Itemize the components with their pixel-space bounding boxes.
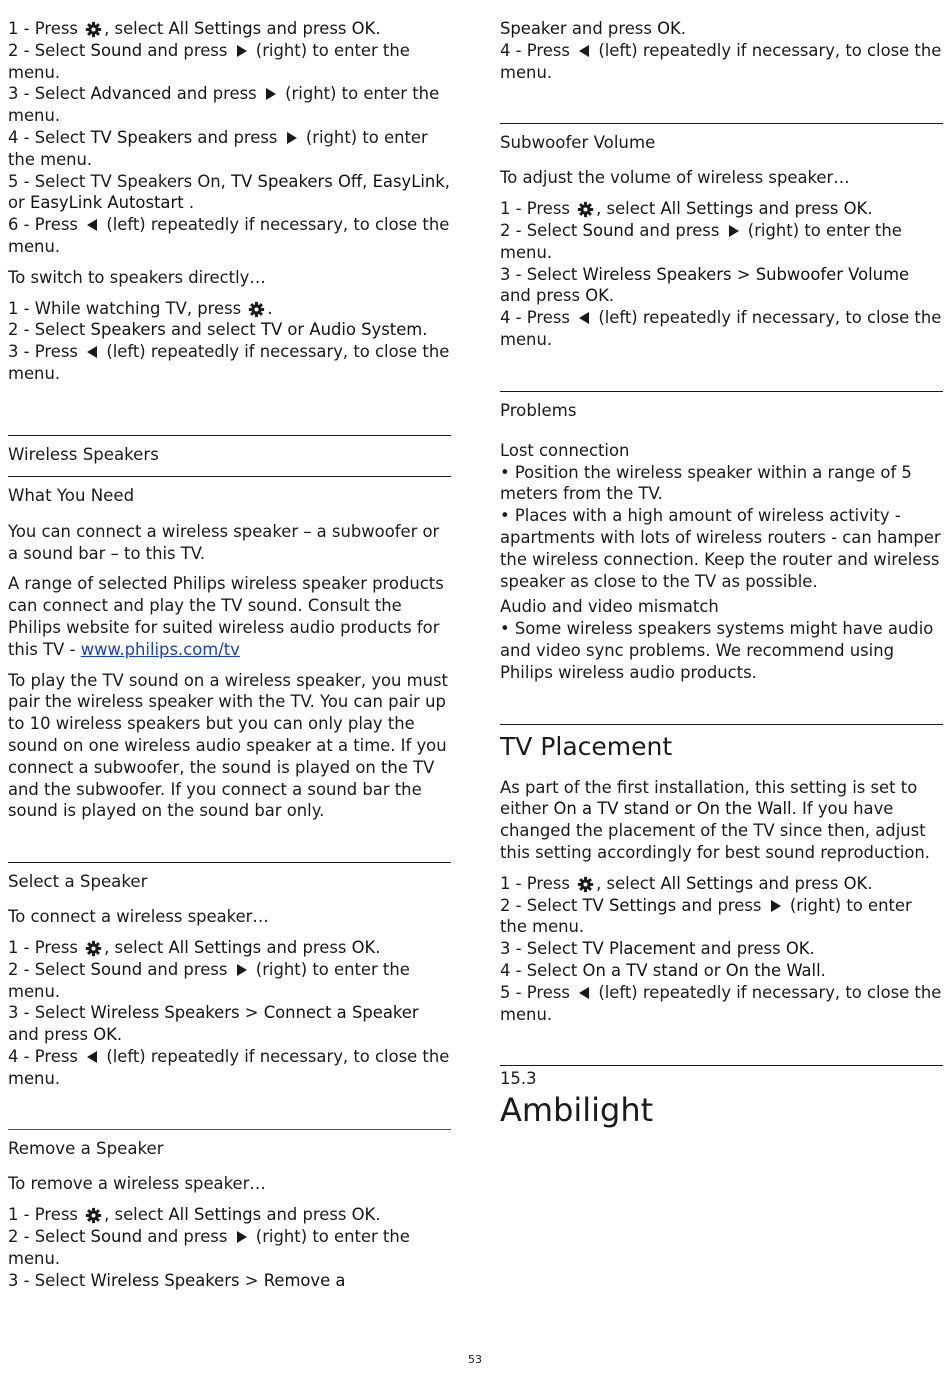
- step-text: (left) repeatedly if necessary, to close the menu.: [500, 982, 942, 1024]
- menu-term: OK: [843, 873, 868, 893]
- step-text: 4 - Select: [8, 127, 91, 147]
- step-text: .: [680, 19, 686, 38]
- step-text: 1 - Press: [500, 873, 576, 893]
- arrow-left-icon: [578, 45, 590, 57]
- menu-term: OK: [657, 19, 681, 38]
- step-text: and press: [171, 84, 262, 104]
- step-item: [500, 895, 943, 939]
- step-item: [8, 40, 451, 84]
- step-text: and press: [261, 937, 352, 957]
- step-text: (left) repeatedly if necessary, to close the menu.: [8, 342, 450, 383]
- menu-term: On the Wall: [725, 960, 821, 980]
- settings-gear-icon: [85, 21, 102, 38]
- placement-paragraph: [500, 777, 943, 864]
- step-text: 1 - Press: [8, 1205, 84, 1225]
- arrow-right-icon: [236, 964, 248, 976]
- step-text: and press: [192, 127, 283, 147]
- philips-website-link[interactable]: www.philips.com/tv: [80, 639, 240, 659]
- step-text: 6 - Press: [8, 215, 84, 235]
- menu-term: Audio System: [309, 320, 423, 340]
- menu-term: All Settings: [660, 199, 754, 219]
- step-text: 2 - Select: [8, 40, 91, 60]
- subsection-title: What You Need: [8, 485, 135, 505]
- select-step-list: [8, 937, 451, 1090]
- settings-gear-icon: [577, 201, 594, 218]
- step-text: .: [375, 19, 381, 38]
- step-text: 2 - Select: [8, 320, 91, 340]
- menu-term: On a TV stand: [582, 960, 699, 980]
- step-item: [500, 18, 943, 40]
- step-text: .: [267, 298, 273, 318]
- step-text: >: [239, 1270, 264, 1290]
- step-text: , select: [104, 19, 169, 38]
- step-text: and press: [500, 286, 586, 306]
- menu-term: OK: [351, 1205, 376, 1225]
- what-you-need-section: [8, 476, 451, 507]
- step-text: and press: [142, 40, 233, 60]
- step-text: 2 - Select: [8, 1227, 91, 1247]
- step-item: [8, 937, 451, 959]
- step-text: (right) to enter the menu.: [8, 84, 440, 126]
- section-intro: To connect a wireless speaker…: [8, 907, 269, 927]
- paragraph-text: A range of selected Philips wireless speaker products can connect and play the TV sound. Consult the Philips website for suited wireless audio products for this TV -: [8, 574, 444, 659]
- tv-placement-section: [500, 724, 943, 763]
- arrow-right-icon: [236, 1231, 248, 1243]
- step-text: and press: [261, 1205, 352, 1225]
- step-item: [500, 873, 943, 895]
- section-title: Wireless Speakers: [8, 444, 159, 464]
- step-item: [8, 341, 451, 385]
- section-intro: To remove a wireless speaker…: [8, 1174, 266, 1194]
- arrow-left-icon: [86, 1051, 98, 1063]
- step-item: [500, 777, 943, 864]
- menu-term: OK: [351, 19, 376, 38]
- step-text: 3 - Select: [8, 1270, 91, 1290]
- step-item: [8, 959, 451, 1003]
- menu-term: Remove a: [263, 1270, 346, 1290]
- step-text: .: [375, 1205, 381, 1225]
- step-text: or: [282, 320, 310, 340]
- continued-step-list: [500, 18, 943, 83]
- step-text: 2 - Select: [500, 895, 583, 915]
- section-title: Subwoofer Volume: [500, 133, 656, 153]
- step-text: (left) repeatedly if necessary, to close the menu.: [500, 308, 942, 349]
- paragraph-with-link: [8, 573, 451, 660]
- menu-term: All Settings: [168, 937, 262, 957]
- arrow-left-icon: [578, 312, 590, 324]
- step-text: , select: [104, 937, 169, 957]
- step-text: As part of the first installation, this setting is set to either: [500, 777, 918, 819]
- menu-term: Sound: [90, 40, 143, 60]
- menu-term: EasyLink Autostart: [29, 193, 184, 213]
- section-title: Problems: [500, 400, 577, 420]
- step-text: and press: [142, 959, 233, 979]
- chapter-heading: [500, 1065, 943, 1130]
- step-text: or: [698, 960, 726, 980]
- step-item: [500, 264, 943, 308]
- menu-term: OK: [351, 937, 376, 957]
- step-text: 1 - While watching TV, press: [8, 298, 247, 318]
- menu-term: All Settings: [168, 1205, 262, 1225]
- step-item: [8, 18, 451, 40]
- menu-term: EasyLink: [372, 171, 445, 191]
- menu-term: Sound: [90, 1227, 143, 1247]
- placement-step-list: [500, 873, 943, 1026]
- step-text: (right) to enter the menu.: [8, 127, 428, 169]
- step-text: 3 - Select: [500, 264, 583, 284]
- arrow-left-icon: [86, 219, 98, 231]
- menu-term: On a TV stand: [553, 799, 670, 819]
- left-column: [8, 18, 451, 1291]
- bullet-item: • Some wireless speakers systems might have audio and video sync problems. We recommend using Philips wireless audio products.: [500, 619, 934, 682]
- step-item: [8, 83, 451, 127]
- paragraph: To play the TV sound on a wireless speaker, you must pair the wireless speaker with the TV. You can pair up to 10 wireless speakers but you can only play the sound on one wireless audio speaker at a time. If you connect a subwoofer, the sound is played on the TV and the subwoofer. If you connect a sound bar the sound is played on the sound bar only.: [8, 670, 448, 821]
- chapter-title: Ambilight: [500, 1091, 654, 1130]
- menu-term: All Settings: [660, 873, 754, 893]
- step-text: .: [422, 320, 428, 340]
- remove-step-list: [8, 1204, 451, 1291]
- step-text: 1 - Press: [8, 937, 84, 957]
- menu-term: Wireless Speakers: [582, 264, 732, 284]
- step-text: (right) to enter the menu.: [8, 959, 410, 1001]
- select-speaker-section: [8, 862, 451, 893]
- step-text: (right) to enter the menu.: [8, 1227, 410, 1268]
- subwoofer-step-list: [500, 198, 943, 351]
- step-text: and press: [753, 199, 844, 219]
- step-text: .: [867, 199, 873, 219]
- step-text: and press: [695, 939, 786, 959]
- step-item: [500, 982, 943, 1026]
- step-text: .: [375, 937, 381, 957]
- step-text: .: [809, 939, 815, 959]
- step-item: [8, 171, 451, 215]
- switch-intro: To switch to speakers directly…: [8, 267, 266, 287]
- step-text: and press: [566, 19, 658, 38]
- step-text: .: [867, 873, 873, 893]
- step-item: [8, 1270, 451, 1292]
- menu-term: Subwoofer Volume: [755, 264, 910, 284]
- step-text: >: [731, 264, 756, 284]
- settings-gear-icon: [85, 1207, 102, 1224]
- settings-gear-icon: [85, 940, 102, 957]
- step-text: 3 - Select: [8, 1003, 91, 1023]
- step-text: 4 - Select: [500, 960, 583, 980]
- step-text: 4 - Press: [500, 40, 576, 60]
- step-item: [8, 1046, 451, 1090]
- menu-term: Connect a Speaker: [263, 1003, 419, 1023]
- menu-term: TV: [260, 320, 283, 340]
- step-text: or: [669, 799, 697, 819]
- section-title: Remove a Speaker: [8, 1139, 164, 1159]
- arrow-right-icon: [286, 132, 298, 144]
- section-intro: To adjust the volume of wireless speaker…: [500, 168, 850, 188]
- step-text: ,: [362, 171, 373, 191]
- step-text: (right) to enter the menu.: [8, 40, 410, 82]
- step-text: , select: [104, 1205, 169, 1225]
- step-text: 3 - Select: [8, 84, 91, 104]
- menu-term: Sound: [582, 220, 635, 240]
- step-text: .: [183, 193, 195, 213]
- step-text: , select: [596, 199, 661, 219]
- step-text: 4 - Press: [500, 308, 576, 328]
- menu-term: All Settings: [168, 19, 262, 38]
- step-text: (left) repeatedly if necessary, to close the menu.: [8, 1046, 450, 1088]
- bullet-item: • Position the wireless speaker within a range of 5 meters from the TV.: [500, 462, 912, 504]
- step-item: [8, 298, 451, 320]
- switch-step-list: [8, 298, 451, 385]
- page-number: 53: [468, 1353, 482, 1366]
- arrow-left-icon: [86, 346, 98, 358]
- step-item: [8, 1226, 451, 1270]
- step-item: [8, 214, 451, 258]
- step-text: 5 - Press: [500, 982, 576, 1002]
- step-text: .: [820, 960, 826, 980]
- menu-term: On the Wall: [696, 799, 792, 819]
- step-text: , select: [596, 873, 661, 893]
- step-text: 3 - Press: [8, 342, 84, 362]
- step-text: .: [116, 1025, 123, 1045]
- step-item: [8, 1002, 451, 1046]
- arrow-right-icon: [770, 900, 782, 912]
- menu-term: OK: [585, 286, 609, 306]
- step-text: (left) repeatedly if necessary, to close the menu.: [500, 40, 942, 82]
- menu-term: TV Placement: [582, 939, 696, 959]
- chapter-number: 15.3: [500, 1069, 537, 1089]
- menu-term: OK: [843, 199, 868, 219]
- step-text: .: [608, 286, 615, 306]
- step-text: 5 - Select TV Speakers On,: [8, 171, 232, 191]
- remove-speaker-section: [8, 1129, 451, 1160]
- menu-term: Sound: [90, 959, 143, 979]
- bullet-item: • Places with a high amount of wireless activity - apartments with lots of wireless routers - can hamper the wireless connection. Keep the router and wireless speaker as close to the TV as possible.: [500, 506, 941, 591]
- step-text: and press: [261, 19, 352, 38]
- arrow-right-icon: [236, 45, 248, 57]
- step-text: >: [239, 1003, 264, 1023]
- menu-term: OK: [785, 939, 810, 959]
- step-item: [500, 220, 943, 264]
- speaker-steps: [8, 18, 451, 258]
- menu-term: TV Settings: [582, 895, 677, 915]
- step-text: (right) to enter the menu.: [500, 895, 912, 937]
- step-text: and press: [142, 1227, 233, 1247]
- arrow-right-icon: [728, 225, 740, 237]
- menu-term: Wireless Speakers: [90, 1270, 240, 1290]
- menu-term: Advanced: [90, 84, 172, 104]
- wireless-speakers-section: [8, 435, 451, 466]
- settings-gear-icon: [248, 301, 265, 318]
- step-item: [8, 319, 451, 341]
- step-text: 3 - Select: [500, 939, 583, 959]
- subsection-title: Lost connection: [500, 440, 630, 460]
- step-text: and select: [165, 320, 261, 340]
- menu-term: TV Speakers: [90, 127, 193, 147]
- subsection-title: Audio and video mismatch: [500, 597, 719, 617]
- step-item: [500, 938, 943, 960]
- step-text: and press: [8, 1025, 94, 1045]
- step-list: [8, 18, 451, 258]
- menu-term: Speakers: [90, 320, 166, 340]
- settings-gear-icon: [577, 876, 594, 893]
- menu-term: Wireless Speakers: [90, 1003, 240, 1023]
- section-title: TV Placement: [500, 731, 673, 761]
- step-text: 1 - Press: [500, 199, 576, 219]
- subwoofer-volume-section: [500, 123, 943, 154]
- problems-section: [500, 391, 943, 422]
- section-title: Select a Speaker: [8, 872, 148, 892]
- paragraph: You can connect a wireless speaker – a subwoofer or a sound bar – to this TV.: [8, 521, 440, 563]
- step-text: and press: [753, 873, 844, 893]
- right-column: [500, 18, 943, 1130]
- step-item: [500, 198, 943, 220]
- step-item: [8, 1204, 451, 1226]
- menu-term: TV Speakers Off: [231, 171, 363, 191]
- step-item: [500, 40, 943, 84]
- arrow-right-icon: [265, 88, 277, 100]
- menu-term: OK: [93, 1025, 117, 1045]
- step-text: 1 - Press: [8, 19, 84, 38]
- step-text: . If you have changed the placement of the TV since then, adjust this setting accordingly for best sound reproduction.: [500, 799, 930, 862]
- step-text: 2 - Select: [500, 220, 583, 240]
- step-text: 4 - Press: [8, 1046, 84, 1066]
- menu-term: Speaker: [500, 19, 567, 38]
- step-item: [500, 307, 943, 351]
- step-item: [500, 960, 943, 982]
- step-text: , or: [8, 171, 451, 213]
- step-text: (right) to enter the menu.: [500, 220, 902, 262]
- step-item: [8, 127, 451, 171]
- step-text: and press: [634, 220, 725, 240]
- arrow-left-icon: [578, 987, 590, 999]
- step-text: (left) repeatedly if necessary, to close the menu.: [8, 215, 450, 256]
- step-text: 2 - Select: [8, 959, 91, 979]
- step-text: and press: [676, 895, 767, 915]
